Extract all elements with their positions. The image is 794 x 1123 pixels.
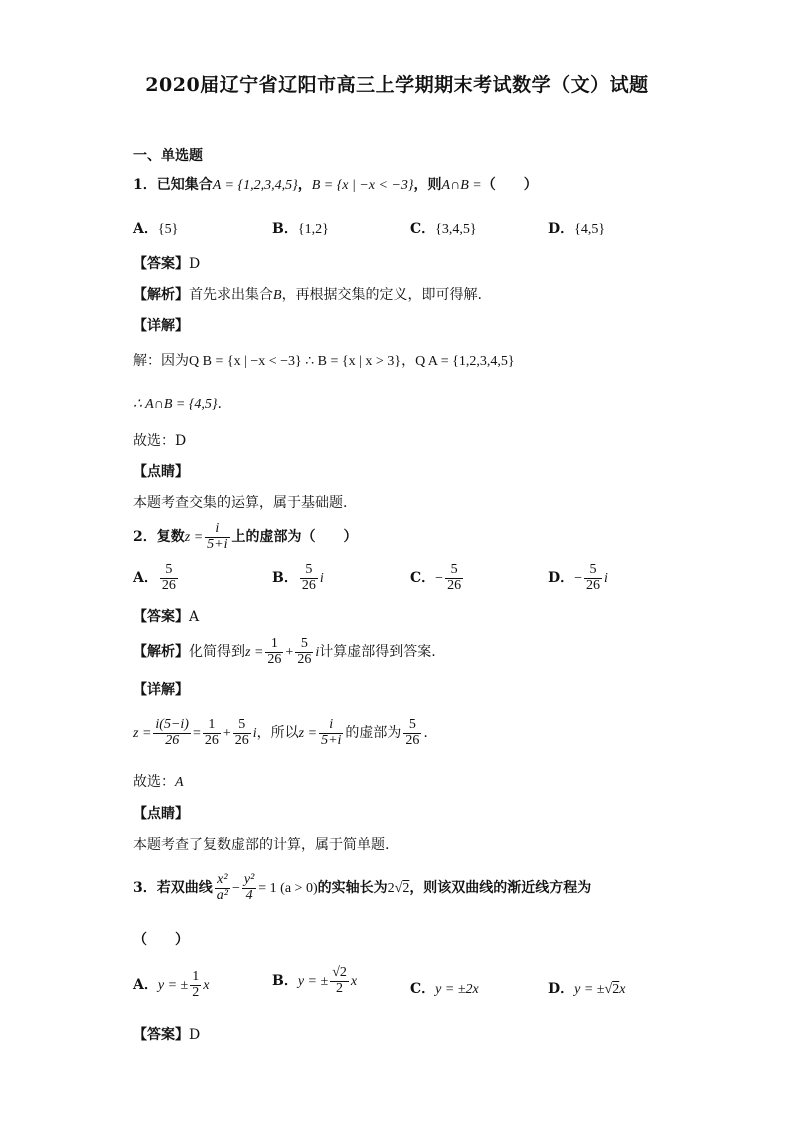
q3-option-b[interactable]: B．y = ± $\frac{√2}{2}$ x	[272, 965, 358, 996]
q1-analysis: 【解析】首先求出集合B，再根据交集的定义，即可得解.	[133, 287, 483, 303]
q2-option-c[interactable]: C．− $\frac{5}{26}$	[410, 562, 462, 593]
q3-option-c[interactable]: C．y = ±2x	[410, 981, 479, 997]
section-heading: 一、单选题	[133, 148, 203, 164]
q2-answer: 【答案】A	[133, 609, 200, 625]
q1-detail-line1: 解：因为Q B = {x | −x < −3} ∴ B = {x | x > 3}，Q A = {1,2,3,4,5}	[133, 353, 515, 369]
q1-option-a[interactable]: A．{5}	[133, 221, 179, 237]
q1-option-d[interactable]: D．{4,5}	[548, 221, 606, 237]
question-3-stem: 3．若双曲线 $\frac{\text{x²}}{\text{a²}}$ − $\frac{\text{y²}}{4}$ = 1 (a > 0)的实轴长为2√2，则该双曲线的渐近线方程为	[133, 872, 592, 903]
q1-answer: 【答案】D	[133, 256, 201, 272]
paper-title: 2020届辽宁省辽阳市高三上学期期末考试数学（文）试题	[145, 74, 649, 96]
q1-comment: 本题考查交集的运算，属于基础题.	[133, 495, 348, 511]
q2-detail-label: 【详解】	[133, 682, 189, 698]
q2-option-b[interactable]: B． $\frac{5}{26}$ i	[272, 562, 324, 593]
q2-option-d[interactable]: D．− $\frac{5}{26}$ i	[548, 562, 608, 593]
q1-detail-label: 【详解】	[133, 318, 189, 334]
q3-option-a[interactable]: A．y = ± $\frac{1}{2}$ x	[133, 969, 210, 1000]
q3-answer: 【答案】D	[133, 1027, 201, 1043]
q3-paren: （ ）	[133, 932, 189, 948]
q2-choose: 故选：A	[133, 774, 184, 790]
q2-detail-line: z = $\frac{i(5-i)}{26}$ = $\frac{1}{26}$ + $\frac{5}{26}$ i，所以z = $\frac{i}{5+i}$ 的虚部为 $\frac{5}{26}$ .	[133, 717, 428, 748]
question-1-stem: 1．已知集合A = {1,2,3,4,5}，B = {x | −x < −3}，则A∩B =（ ）	[133, 177, 538, 193]
q1-option-c[interactable]: C．{3,4,5}	[410, 221, 477, 237]
q2-comment: 本题考查了复数虚部的计算，属于简单题.	[133, 837, 390, 853]
q2-analysis: 【解析】化简得到z = $\frac{1}{26}$ + $\frac{5}{26}$ i计算虚部得到答案.	[133, 636, 436, 667]
q2-comment-label: 【点睛】	[133, 806, 189, 822]
q1-choose: 故选：D	[133, 433, 187, 449]
q3-option-d[interactable]: D．y = ±√2x	[548, 981, 626, 997]
q2-option-a[interactable]: A． $\frac{5}{26}$	[133, 562, 176, 593]
q1-detail-line2: ∴ A∩B = {4,5}.	[133, 396, 222, 412]
q1-option-b[interactable]: B．{1,2}	[272, 221, 329, 237]
q1-comment-label: 【点睛】	[133, 464, 189, 480]
question-2-stem: 2．复数z = $\frac{i}{5+i}$ 上的虚部为（ ）	[133, 521, 358, 552]
